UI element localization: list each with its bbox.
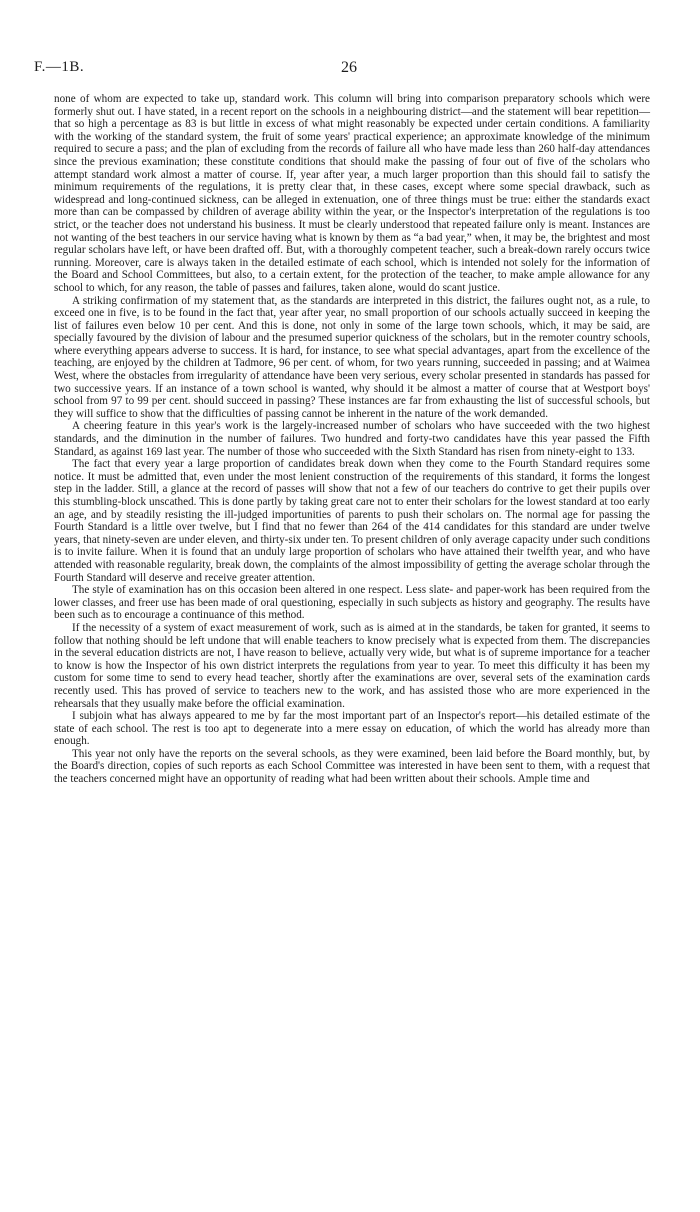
document-reference: F.—1B.	[34, 59, 85, 75]
paragraph-1: none of whom are expected to take up, standard work. This column will bring into comparison preparatory schools which were formerly shut out. I have stated, in a recent report on the schools in a neighbouring district—and the statement will bear repetition—that so high a percentage as 83 is but little in excess of what might reasonably be expected under certain conditions. A familiarity with the working of the standard system, the fruit of some years' practical experience; an approximate knowledge of the minimum required to secure a pass; and the plan of excluding from the records of failure all who have made less than 260 half-day attendances since the previous examination; these constitute conditions that should make the passing of four out of five of the scholars who attempt standard work almost a matter of course. If, year after year, a much larger proportion than this should fail to satisfy the minimum requirements of the regulations, it is pretty clear that, in these cases, except where some special drawback, such as widespread and long-continued sickness, can be alleged in extenuation, one of three things must be true: either the standards exact more than can be compassed by children of average ability within the year, or the Inspector's interpretation of the regulations is too strict, or the teacher does not understand his business. It must be clearly understood that repeated failure only is meant. Instances are not wanting of the best teachers in our service having what is known by them as “a bad year,” when, it may be, the brightest and most regular scholars have left, or have been drafted off. But, with a thoroughly competent teacher, such a break-down rarely occurs twice running. Moreover, care is always taken in the detailed estimate of each school, which is intended not solely for the information of the Board and School Committees, but also, to a certain extent, for the protection of the teacher, to make ample allowance for any school to which, for any reason, the table of passes and failures, taken alone, would do scant justice.	[54, 93, 650, 294]
paragraph-6: If the necessity of a system of exact measurement of work, such as is aimed at in the standards, be taken for granted, it seems to follow that nothing should be left undone that will enable teachers to know precisely what is expected from them. The discrepancies in the several education districts are not, I have reason to believe, actually very wide, but what is of supreme importance for a teacher to know is how the Inspector of his own district interprets the regulations from year to year. To meet this difficulty it has been my custom for some time to send to every head teacher, shortly after the examinations are over, several sets of the examination cards recently used. This has proved of service to teachers new to the work, and has assisted those who are more experienced in the rehearsals that they usually make before the official examination.	[54, 621, 650, 710]
paragraph-7: I subjoin what has always appeared to me by far the most important part of an Inspector's report—his detailed estimate of the state of each school. The rest is too apt to degenerate into a mere essay on education, of which the world has already more than enough.	[54, 710, 650, 748]
paragraph-8: This year not only have the reports on the several schools, as they were examined, been laid before the Board monthly, but, by the Board's direction, copies of such reports as each School Committee was interested in have been sent to them, with a request that the teachers concerned might have an opportunity of reading what had been written about their schools. Ample time and	[54, 747, 650, 786]
paragraph-5: The style of examination has on this occasion been altered in one respect. Less slate- and paper-work has been required from the lower classes, and freer use has been made of oral questioning, especially in such subjects as history and geography. The results have been such as to encourage a continuance of this method.	[54, 584, 650, 622]
page-number: 26	[341, 59, 357, 76]
paragraph-4: The fact that every year a large proportion of candidates break down when they come to the Fourth Standard requires some notice. It must be admitted that, even under the most lenient construction of the requirements of this standard, it forms the longest step in the ladder. Still, a glance at the record of passes will show that not a few of our teachers do contrive to get their pupils over this stumbling-block unscathed. This is done partly by taking great care not to enter their scholars for the lowest standard at too early an age, and by steadily resisting the ill-judged importunities of parents to push their scholars on. The normal age for passing the Fourth Standard is a little over twelve, but I find that no fewer than 264 of the 414 candidates for this standard are under twelve years, that ninety-seven are under eleven, and thirty-six under ten. To present children of only average capacity under such conditions is to invite failure. When it is found that an unduly large proportion of scholars who have attained their twelfth year, and who have attended with reasonable regularity, break down, the complaints of the almost impossibility of getting the average scholar through the Fourth Standard will deserve and receive greater attention.	[54, 458, 650, 584]
paragraph-3: A cheering feature in this year's work is the largely-increased number of scholars who have succeeded with the two highest standards, and the diminution in the number of failures. Two hundred and forty-two candidates have this year passed the Fifth Standard, as against 169 last year. The number of those who succeeded with the Sixth Standard has risen from ninety-eight to 133.	[54, 420, 650, 458]
paragraph-2: A striking confirmation of my statement that, as the standards are interpreted in this district, the failures ought not, as a rule, to exceed one in five, is to be found in the fact that, year after year, no small proportion of our schools actually succeed in keeping the list of failures even below 10 per cent. And this is done, not only in some of the large town schools, which, it may be said, are specially favoured by the division of labour and the presumed superior quickness of the scholars, but in the remoter country schools, where everything appears adverse to success. It is hard, for instance, to see what special advantages, apart from the excellence of the teaching, are enjoyed by the children at Tadmore, 96 per cent. of whom, for two years running, succeeded in passing; and at Waimea West, where the obstacles from irregularity of attendance have been very serious, every scholar presented in standards has passed for two successive years. If an instance of a town school is wanted, why should it be almost a matter of course that at Westport boys' school from 97 to 99 per cent. should succeed in passing? These instances are far from exhausting the list of successful schools, but they will suffice to show that the difficulties of passing cannot be inherent in the nature of the work demanded.	[54, 294, 650, 420]
page-header	[34, 59, 664, 79]
body-text	[54, 93, 650, 786]
